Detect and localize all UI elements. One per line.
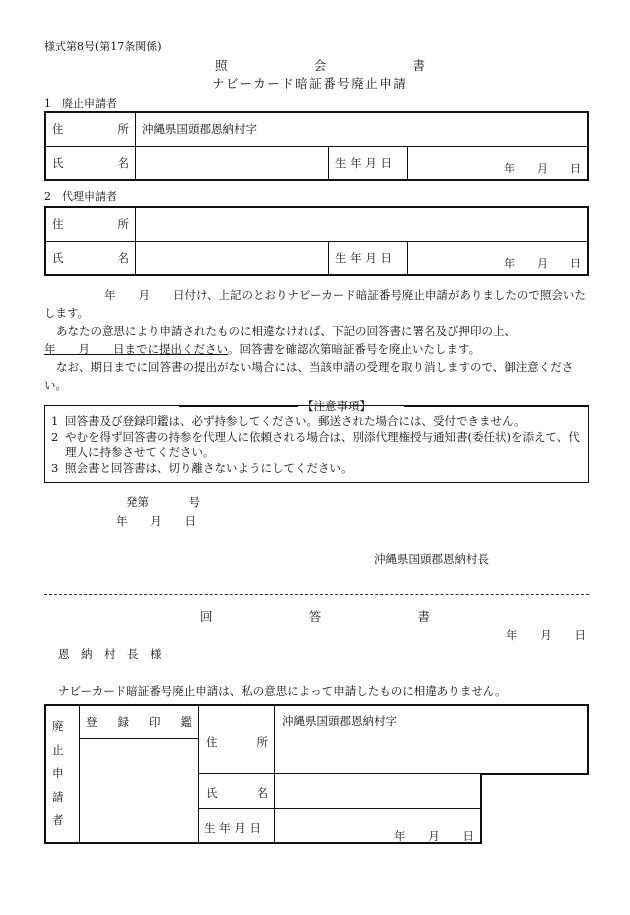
proxy-table [44,206,589,276]
document-title [215,56,425,74]
cut-line [44,594,589,595]
address-label: 住 所 [45,112,136,146]
issue-number: 発第 号 [126,495,200,509]
applicant-vertical-label: 廃 止 申 請 者 [52,719,64,827]
title-char: 書 [412,58,425,73]
paragraph-2: あなたの意思により申請されたものに相違なければ、下記の回答書に署名及び押印の上、 年 月 日までに提出ください。回答書を確認次第暗証番号を廃止いたします。 [44,324,516,356]
name-label: 氏 名 [45,241,136,275]
name-field[interactable] [136,241,329,275]
applicant-table [44,111,589,181]
birthdate-label: 生 年 月 日 [329,241,408,275]
answer-date: 年 月 日 [506,628,586,642]
body-text [44,286,589,394]
section1-heading: 1 廃止申請者 [44,97,117,110]
document-subtitle: ナビーカード暗証番号廃止申請 [212,76,408,91]
name-field[interactable] [136,146,329,180]
birthdate-field[interactable]: 年 月 日 [408,241,589,275]
name-label: 氏 名 [45,146,136,180]
birthdate-field[interactable]: 年 月 日 [408,146,589,180]
address-label: 住 所 [206,735,268,749]
answer-form [44,704,589,844]
birthdate-field[interactable]: 年 月 日 [394,829,474,843]
issue-date: 年 月 日 [116,514,196,528]
paragraph-3: なお、期日までに回答書の提出がない場合には、当該申請の受理を取り消しますので、御注意ください。 [44,360,574,392]
address-field[interactable]: 沖縄県国頭郡恩納村字 [282,714,397,728]
answer-title: 回 答 書 [200,609,430,624]
birthdate-label: 生 年 月 日 [329,146,408,180]
section2-heading: 2 代理申請者 [44,190,117,203]
title-char: 会 [313,58,327,73]
address-label: 住 所 [45,207,136,241]
birthdate-label: 生 年 月 日 [204,821,261,835]
answer-statement: ナビーカード暗証番号廃止申請は、私の意思によって申請したものに相違ありません。 [58,684,507,698]
name-label: 氏 名 [206,786,268,800]
issuer: 沖縄県国頭郡恩納村長 [374,552,489,566]
notice-item: 2 やむを得ず回答書の持参を代理人に依頼される場合は、別添代理権授与通知書(委任状)を添えて、代理人に持参させてください。 [51,429,580,459]
seal-field[interactable] [80,739,198,843]
name-field[interactable] [275,774,480,808]
address-field[interactable] [136,207,589,241]
form-number: 様式第8号(第17条関係) [44,40,162,53]
address-field[interactable]: 沖縄県国頭郡恩納村字 [136,112,589,146]
notice-item: 1 回答書及び登録印鑑は、必ず持参してください。郵送された場合には、受付できません。 [51,414,526,428]
notice-box [44,405,589,483]
seal-label: 登 録 印 鑑 [86,715,192,729]
paragraph-1: 年 月 日付け、上記のとおりナビーカード暗証番号廃止申請がありましたので照会いたします。 [44,288,586,320]
addressee: 恩 納 村 長 様 [58,647,162,661]
deadline: 年 月 日までに提出ください [44,342,228,356]
title-char: 照 [215,58,228,73]
notice-item: 3 照会書と回答書は、切り離さないようにしてください。 [51,460,353,475]
